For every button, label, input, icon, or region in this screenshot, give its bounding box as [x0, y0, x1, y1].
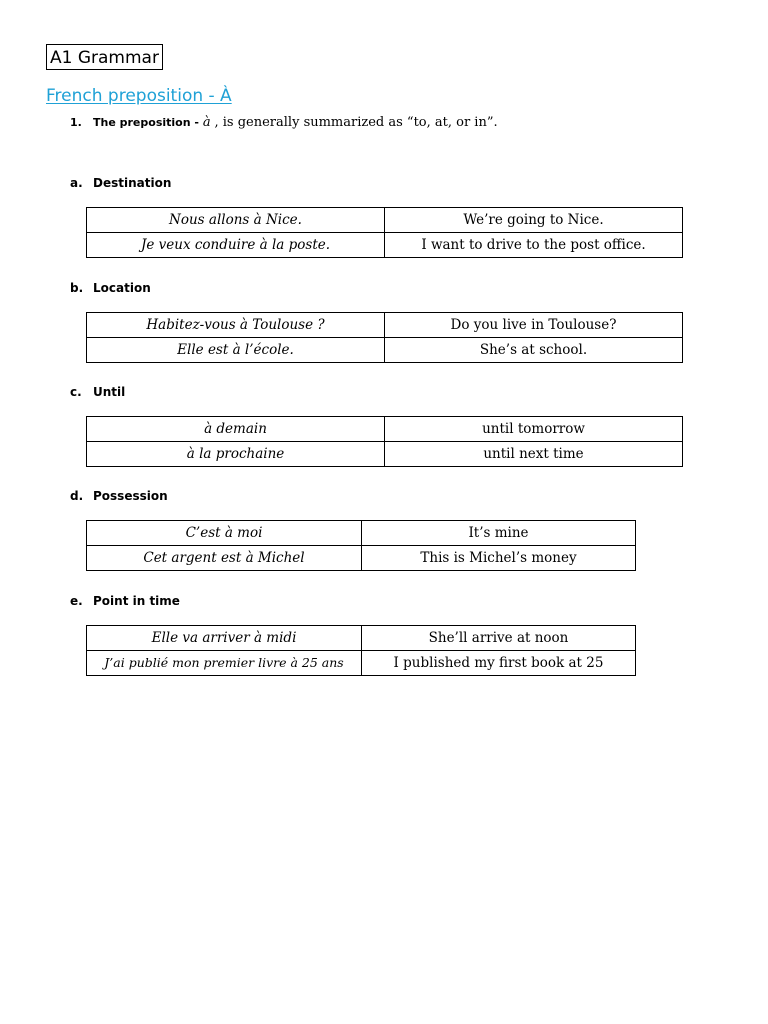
english-translation: until tomorrow: [385, 417, 683, 442]
intro-number: 1.: [70, 116, 82, 129]
english-translation: I published my first book at 25: [362, 651, 636, 676]
section-heading-label: Destination: [93, 176, 172, 190]
intro-term: à: [202, 115, 211, 130]
english-translation: She’ll arrive at noon: [362, 626, 636, 651]
table-row: [87, 208, 683, 233]
table-row: [87, 651, 636, 676]
section-heading-location: [70, 281, 151, 295]
english-translation: It’s mine: [362, 521, 636, 546]
section-heading-label: Point in time: [93, 594, 180, 608]
french-example: à la prochaine: [87, 442, 385, 467]
intro-rest: , is generally summarized as “to, at, or in”.: [214, 115, 498, 130]
section-heading-possession: [70, 489, 168, 503]
french-example: Elle est à l’école.: [87, 338, 385, 363]
table-row: [87, 546, 636, 571]
section-heading-label: Possession: [93, 489, 168, 503]
french-example: J’ai publié mon premier livre à 25 ans: [87, 651, 362, 676]
section-letter: e.: [70, 594, 83, 608]
english-translation: We’re going to Nice.: [385, 208, 683, 233]
table-row: [87, 521, 636, 546]
english-translation: until next time: [385, 442, 683, 467]
section-title: French preposition - À: [46, 86, 232, 106]
french-example: Habitez-vous à Toulouse ?: [87, 313, 385, 338]
table-row: [87, 442, 683, 467]
table-row: [87, 417, 683, 442]
table-row: [87, 233, 683, 258]
french-example: Elle va arriver à midi: [87, 626, 362, 651]
french-example: à demain: [87, 417, 385, 442]
french-example: C’est à moi: [87, 521, 362, 546]
french-example: Cet argent est à Michel: [87, 546, 362, 571]
intro-line: [70, 113, 498, 130]
example-table-location: [86, 312, 683, 363]
section-heading-label: Until: [93, 385, 126, 399]
section-heading-point-in-time: [70, 594, 180, 608]
english-translation: She’s at school.: [385, 338, 683, 363]
section-letter: c.: [70, 385, 82, 399]
example-table-possession: [86, 520, 636, 571]
section-heading-label: Location: [93, 281, 151, 295]
section-heading-until: [70, 385, 125, 399]
english-translation: Do you live in Toulouse?: [385, 313, 683, 338]
french-example: Je veux conduire à la poste.: [87, 233, 385, 258]
example-table-until: [86, 416, 683, 467]
table-row: [87, 338, 683, 363]
table-row: [87, 626, 636, 651]
table-row: [87, 313, 683, 338]
section-letter: d.: [70, 489, 84, 503]
french-example: Nous allons à Nice.: [87, 208, 385, 233]
english-translation: This is Michel’s money: [362, 546, 636, 571]
section-letter: b.: [70, 281, 84, 295]
intro-lead: The preposition -: [93, 116, 199, 129]
section-heading-destination: [70, 176, 171, 190]
english-translation: I want to drive to the post office.: [385, 233, 683, 258]
section-letter: a.: [70, 176, 83, 190]
example-table-point-in-time: [86, 625, 636, 676]
document-title: A1 Grammar: [46, 44, 163, 70]
example-table-destination: [86, 207, 683, 258]
